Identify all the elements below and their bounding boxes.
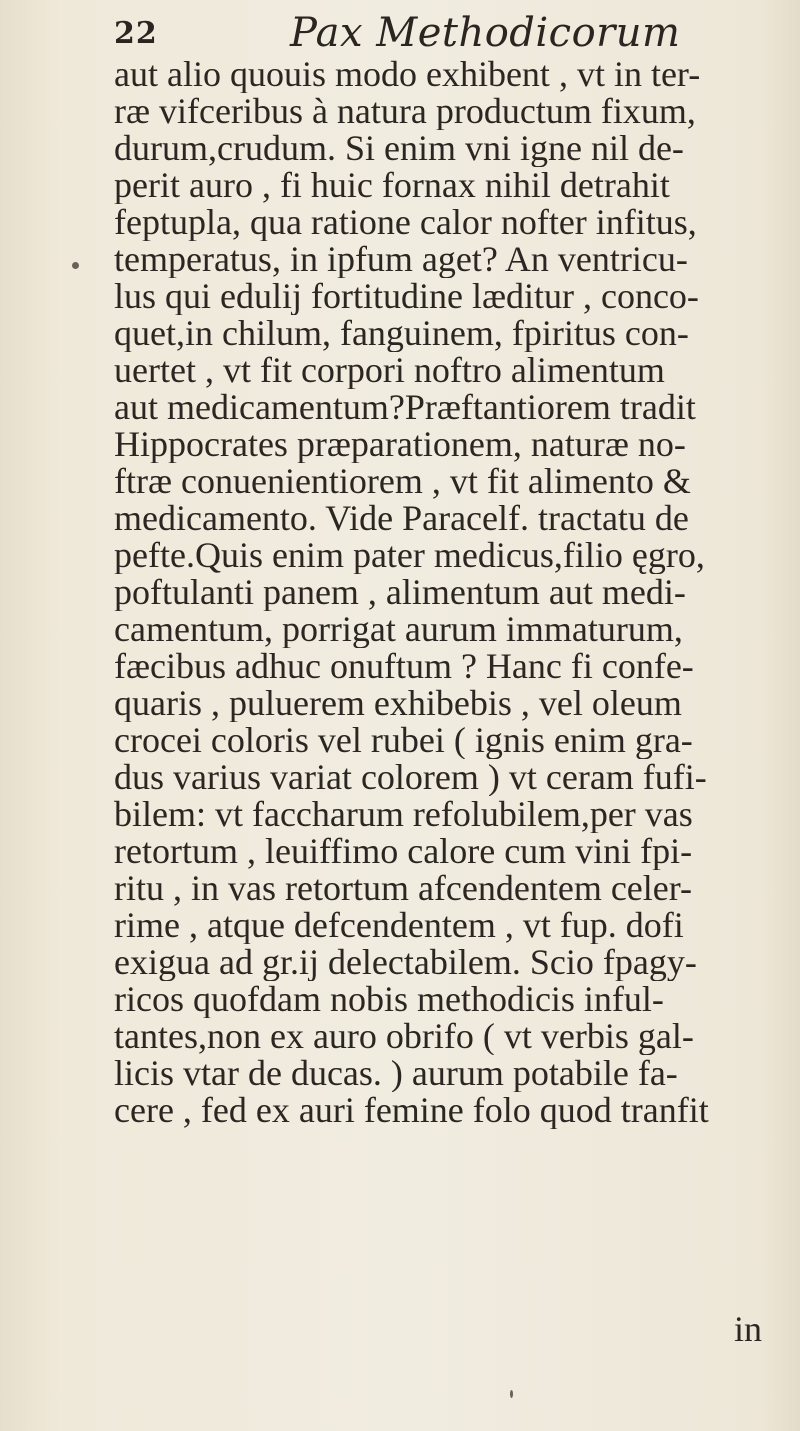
text-line: camentum, porrigat aurum immaturum, <box>114 611 683 648</box>
text-line: fæcibus adhuc onuftum ? Hanc fi confe- <box>114 648 694 685</box>
text-line: exigua ad gr.ij delectabilem. Scio fpagy- <box>114 944 697 981</box>
text-line: feptupla, qua ratione calor nofter infitus, <box>114 204 697 241</box>
ink-speck <box>72 262 79 269</box>
text-line: tantes,non ex auro obrifo ( vt verbis gal- <box>114 1018 694 1055</box>
text-line: durum,crudum. Si enim vni igne nil de- <box>114 130 684 167</box>
text-line: ræ vifceribus à natura productum fixum, <box>114 93 696 130</box>
text-line: dus varius variat colorem ) vt ceram fufi- <box>114 759 707 796</box>
text-line: poftulanti panem , alimentum aut medi- <box>114 574 686 611</box>
text-line: quet,in chilum, fanguinem, fpiritus con- <box>114 315 689 352</box>
text-line: licis vtar de ducas. ) aurum potabile fa- <box>114 1055 678 1092</box>
text-line: temperatus, in ipfum aget? An ventricu- <box>114 241 688 278</box>
text-line: lus qui edulij fortitudine læditur , conco- <box>114 278 699 315</box>
catchword: in <box>733 1309 762 1349</box>
text-line: medicamento. Vide Paracelf. tractatu de <box>114 500 689 537</box>
text-line: ritu , in vas retortum afcendentem celer- <box>114 870 693 907</box>
text-line: retortum , leuiffimo calore cum vini fpi- <box>114 833 693 870</box>
text-line: aut alio quouis modo exhibent , vt in ter- <box>114 56 701 93</box>
text-line: pefte.Quis enim pater medicus,filio ęgro, <box>114 537 705 574</box>
body-text <box>114 56 794 1129</box>
text-line: uertet , vt fit corpori noftro alimentum <box>114 352 665 389</box>
text-line: ricos quofdam nobis methodicis inful- <box>114 981 664 1018</box>
text-line: crocei coloris vel rubei ( ignis enim gra- <box>114 722 693 759</box>
text-line: perit auro , fi huic fornax nihil detrahit <box>114 167 670 204</box>
running-head: Pax Methodicorum <box>290 10 681 56</box>
text-line: rime , atque defcendentem , vt fup. dofi <box>114 907 684 944</box>
text-line: ftræ conuenientiorem , vt fit alimento & <box>114 463 691 500</box>
ink-speck <box>510 1390 513 1398</box>
text-line: aut medicamentum?Præftantiorem tradit <box>114 389 696 426</box>
text-line: cere , fed ex auri femine folo quod tranfit <box>114 1092 709 1129</box>
text-line: quaris , puluerem exhibebis , vel oleum <box>114 685 682 722</box>
page-number: 22 <box>114 16 158 51</box>
text-line: bilem: vt faccharum refolubilem,per vas <box>114 796 693 833</box>
text-line: Hippocrates præparationem, naturæ no- <box>114 426 686 463</box>
